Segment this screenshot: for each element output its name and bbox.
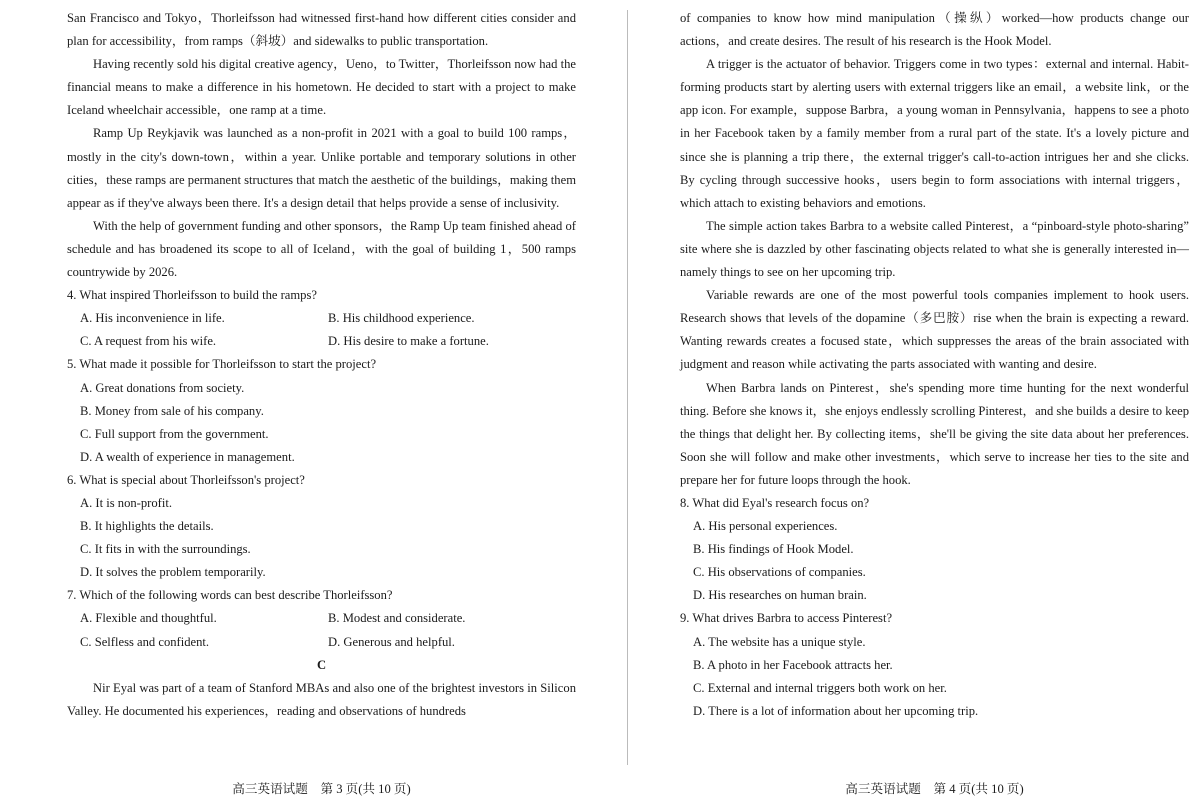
- question-4-option-d: D. His desire to make a fortune.: [328, 334, 489, 349]
- passage-paragraph: With the help of government funding and other sponsors，the Ramp Up team finished ahead of schedule and has broadened its scope to all of Iceland，with the goal of building 1，500 ramps countrywide by 2026.: [67, 218, 576, 280]
- question-5-option-c: C. Full support from the government.: [80, 426, 269, 441]
- question-7-option-c: C. Selfless and confident.: [80, 634, 210, 649]
- question-9-stem: 9. What drives Barbra to access Pinterest?: [680, 611, 893, 626]
- question-8-stem: 8. What did Eyal's research focus on?: [680, 495, 870, 510]
- question-4-option-a: A. His inconvenience in life.: [80, 311, 225, 326]
- section-heading-c: C: [316, 657, 327, 672]
- question-6-option-c: C. It fits in with the surroundings.: [80, 542, 251, 557]
- passage-paragraph: When Barbra lands on Pinterest，she's spending more time hunting for the next wonderful thing. Before she knows it，she enjoys endlessly scrolling Pinterest，and she builds a desire to keep the things that delight her. By collecting items，she'll be giving the site data about her preferences. Soon she will follow and make other investments，which serve to increase her ties to the site and prepare her for future loops through the hook.: [680, 380, 1189, 487]
- right-column: [680, 7, 1189, 723]
- passage-c-paragraph: Nir Eyal was part of a team of Stanford MBAs and also one of the brightest investors in Silicon Valley. He documented his experiences，reading and observations of hundreds: [67, 680, 576, 718]
- question-4-option-c: C. A request from his wife.: [80, 334, 217, 349]
- passage-paragraph: Having recently sold his digital creative agency，Ueno，to Twitter，Thorleifsson now had the financial means to make a difference in his hometown. He decided to start with a project to make Iceland wheelchair accessible，one ramp at a time.: [67, 57, 576, 118]
- question-7-option-a: A. Flexible and thoughtful.: [80, 611, 217, 626]
- question-9-option-c: C. External and internal triggers both work on her.: [693, 680, 947, 695]
- page-footer-left: 高三英语试题 第 3 页(共 10 页): [232, 782, 411, 796]
- question-5-option-a: A. Great donations from society.: [80, 380, 245, 395]
- question-7-options-row: [80, 631, 576, 654]
- question-8-option-b: B. His findings of Hook Model.: [693, 542, 854, 557]
- passage-paragraph: San Francisco and Tokyo，Thorleifsson had witnessed first-hand how different cities consider and plan for accessibility，from ramps（斜坡）and sidewalks to public transportation.: [67, 11, 576, 49]
- passage-paragraph: The simple action takes Barbra to a website called Pinterest，a “pinboard-style photo-sharing” site where she is dazzled by other fascinating objects related to what she is generally interested in—namely things to see on her upcoming trip.: [680, 218, 1189, 280]
- question-7-option-d: D. Generous and helpful.: [328, 634, 455, 649]
- question-9-option-b: B. A photo in her Facebook attracts her.: [693, 657, 893, 672]
- column-divider: [627, 10, 628, 765]
- question-7-options-row: [80, 607, 576, 630]
- page-footer-right: 高三英语试题 第 4 页(共 10 页): [845, 782, 1024, 796]
- question-4-option-b: B. His childhood experience.: [328, 311, 475, 326]
- question-8-option-a: A. His personal experiences.: [693, 519, 838, 534]
- question-5-stem: 5. What made it possible for Thorleifsson to start the project?: [67, 357, 377, 372]
- question-9-option-a: A. The website has a unique style.: [693, 634, 866, 649]
- passage-paragraph: of companies to know how mind manipulation（操纵）worked—how products change our actions，and create desires. The result of his research is the Hook Model.: [680, 11, 1189, 49]
- question-4-options-row: [80, 307, 576, 330]
- question-6-option-a: A. It is non-profit.: [80, 495, 172, 510]
- question-9-option-d: D. There is a lot of information about her upcoming trip.: [693, 703, 979, 718]
- question-4-stem: 4. What inspired Thorleifsson to build the ramps?: [67, 288, 317, 303]
- passage-paragraph: Variable rewards are one of the most powerful tools companies implement to hook users. Research shows that levels of the dopamine（多巴胺）rise when the brain is expecting a reward. Wanting rewards creates a focused state，which suppresses the areas of the brain associated with judgment and reason while activating the parts associated with wanting and desire.: [680, 288, 1189, 372]
- question-6-option-b: B. It highlights the details.: [80, 519, 214, 534]
- question-7-stem: 7. Which of the following words can best describe Thorleifsson?: [67, 588, 393, 603]
- passage-paragraph: Ramp Up Reykjavik was launched as a non-profit in 2021 with a goal to build 100 ramps，mostly in the city's down-town，within a year. Unlike portable and temporary solutions in other cities，these ramps are permanent structures that match the aesthetic of the buildings，making them appear as if they've always been there. It's a design detail that helps provide a sense of inclusivity.: [67, 126, 576, 210]
- question-8-option-c: C. His observations of companies.: [693, 565, 866, 580]
- question-4-options-row: [80, 330, 576, 353]
- question-6-option-d: D. It solves the problem temporarily.: [80, 565, 266, 580]
- question-7-option-b: B. Modest and considerate.: [328, 611, 466, 626]
- passage-paragraph: A trigger is the actuator of behavior. Triggers come in two types：external and internal. Habit-forming products start by alerting users with external triggers like an email，a website link，or the app icon. For example，suppose Barbra，a young woman in Pennsylvania，happens to see a photo in her Facebook taken by a family member from a rural part of the state. It's a lovely picture and since she is planning a trip there，the external trigger's call-to-action intrigues her and she clicks. By cycling through successive hooks，users begin to form associations with internal triggers，which attach to existing behaviors and emotions.: [680, 57, 1189, 210]
- left-column: [67, 7, 576, 723]
- question-8-option-d: D. His researches on human brain.: [693, 588, 867, 603]
- question-5-option-d: D. A wealth of experience in management.: [80, 449, 295, 464]
- question-5-option-b: B. Money from sale of his company.: [80, 403, 264, 418]
- question-6-stem: 6. What is special about Thorleifsson's project?: [67, 472, 305, 487]
